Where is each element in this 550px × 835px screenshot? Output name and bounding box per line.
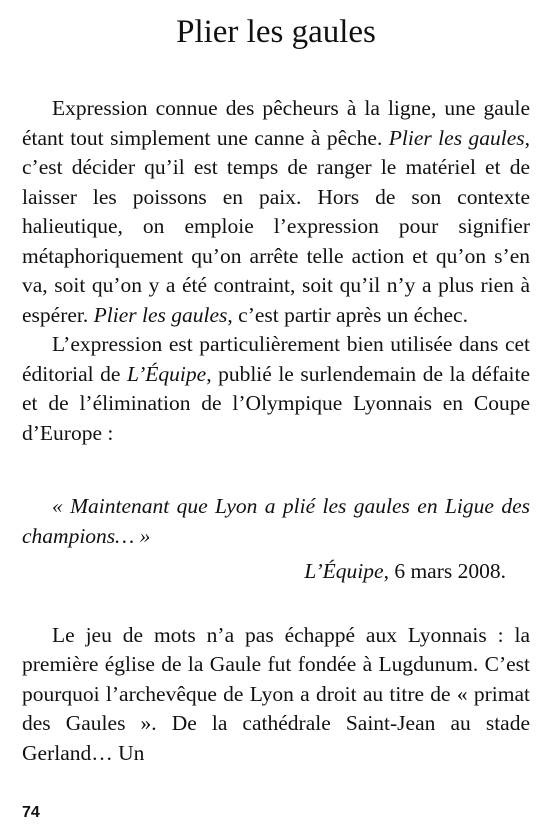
paragraph-definition-emphasis-2: Plier les gaules (93, 302, 228, 327)
quote-source (22, 557, 506, 587)
page-title: Plier les gaules (176, 14, 376, 50)
paragraph-usage-emphasis-1: L’Équipe (126, 361, 207, 386)
paragraph-definition-text-3: , c’est partir après un échec. (227, 302, 468, 327)
quote-source-date: , 6 mars 2008. (383, 559, 506, 583)
paragraph-definition-text-2: , c’est décider qu’il est temps de ranger le matériel et de laisser les poissons en paix. Hors de son contexte halieutique, on emploie l’expression pour signifier métaphoriquement qu’on arrête telle action et qu’on s’en va, soit qu’on y a été contraint, soit qu’il n’y a plus rien à espérer. (22, 125, 531, 327)
paragraph-wordplay: Le jeu de mots n’a pas échappé aux Lyonnais : la première église de la Gaule fut fondée à Lugdunum. C’est pourquoi l’archevêque de Lyon a droit au titre de « primat des Gaules ». De la cathédrale Saint-Jean au stade Gerland… Un (22, 622, 530, 765)
paragraph-usage (22, 330, 530, 448)
quote-source-publication: L’Équipe (304, 559, 384, 583)
paragraph-definition-text-1: Expression connue des pêcheurs à la ligne, une gaule étant tout simplement une canne à pêche. (22, 96, 530, 150)
paragraph-usage-text-2: , publié le surlendemain de la défaite et de l’élimination de l’Olympique Lyonnais en Coupe d’Europe : (22, 361, 531, 445)
page-number: 74 (22, 804, 40, 821)
paragraph-definition-emphasis-1: Plier les gaules (388, 125, 525, 150)
block-quote: « Maintenant que Lyon a plié les gaules en Ligue des champions… » (22, 494, 530, 548)
paragraph-usage-text-1: L’expression est particulièrement bien utilisée dans cet éditorial de (22, 332, 530, 386)
paragraph-definition (22, 94, 530, 330)
